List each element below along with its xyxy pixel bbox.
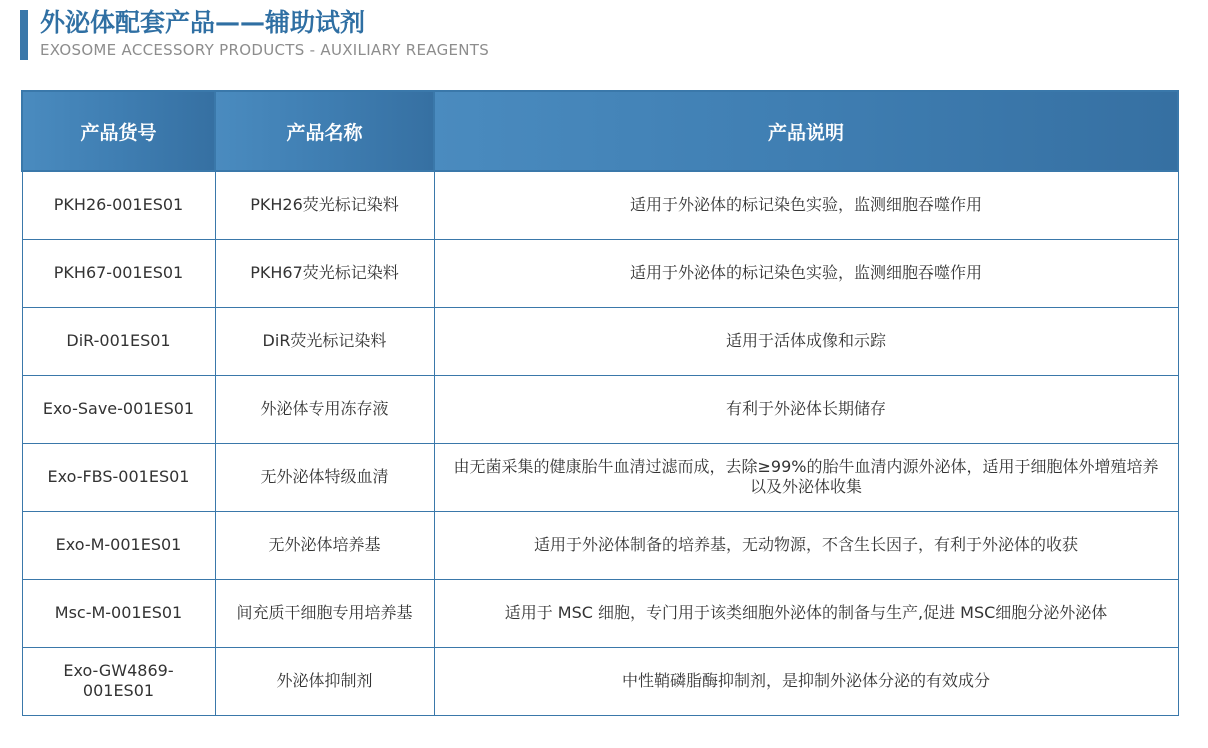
cell-product-code: Exo-Save-001ES01 [22,375,215,443]
table-row [22,579,1178,647]
cell-product-description: 适用于外泌体的标记染色实验，监测细胞吞噬作用 [434,239,1178,307]
cell-product-name: 外泌体专用冻存液 [215,375,434,443]
cell-product-description: 由无菌采集的健康胎牛血清过滤而成，去除≥99%的胎牛血清内源外泌体，适用于细胞体外增殖培养以及外泌体收集 [434,443,1178,511]
section-title: 外泌体配套产品——辅助试剂 [40,8,366,37]
table-row [22,647,1178,715]
cell-product-code: DiR-001ES01 [22,307,215,375]
table-row [22,443,1178,511]
cell-product-description: 适用于外泌体的标记染色实验，监测细胞吞噬作用 [434,171,1178,239]
cell-product-name: 外泌体抑制剂 [215,647,434,715]
cell-product-code: Exo-GW4869-001ES01 [22,647,215,715]
cell-product-code: PKH67-001ES01 [22,239,215,307]
cell-product-description: 适用于活体成像和示踪 [434,307,1178,375]
table-row [22,171,1178,239]
cell-product-code: Msc-M-001ES01 [22,579,215,647]
cell-product-description: 有利于外泌体长期储存 [434,375,1178,443]
cell-product-description: 中性鞘磷脂酶抑制剂，是抑制外泌体分泌的有效成分 [434,647,1178,715]
header-product-description: 产品说明 [434,91,1178,171]
cell-product-name: 间充质干细胞专用培养基 [215,579,434,647]
cell-product-name: PKH67荧光标记染料 [215,239,434,307]
cell-product-description: 适用于外泌体制备的培养基，无动物源，不含生长因子，有利于外泌体的收获 [434,511,1178,579]
table-header-row [22,91,1178,171]
cell-product-name: 无外泌体特级血清 [215,443,434,511]
cell-product-code: Exo-FBS-001ES01 [22,443,215,511]
header-product-code: 产品货号 [22,91,215,171]
cell-product-description: 适用于 MSC 细胞，专门用于该类细胞外泌体的制备与生产,促进 MSC细胞分泌外泌体 [434,579,1178,647]
table-row [22,307,1178,375]
cell-product-code: PKH26-001ES01 [22,171,215,239]
cell-product-name: 无外泌体培养基 [215,511,434,579]
accent-bar [20,10,28,60]
section-subtitle: EXOSOME ACCESSORY PRODUCTS - AUXILIARY REAGENTS [40,41,490,59]
table-row [22,511,1178,579]
table-row [22,375,1178,443]
table-row [22,239,1178,307]
cell-product-code: Exo-M-001ES01 [22,511,215,579]
header-product-name: 产品名称 [215,91,434,171]
cell-product-name: DiR荧光标记染料 [215,307,434,375]
cell-product-name: PKH26荧光标记染料 [215,171,434,239]
product-table [21,90,1179,716]
